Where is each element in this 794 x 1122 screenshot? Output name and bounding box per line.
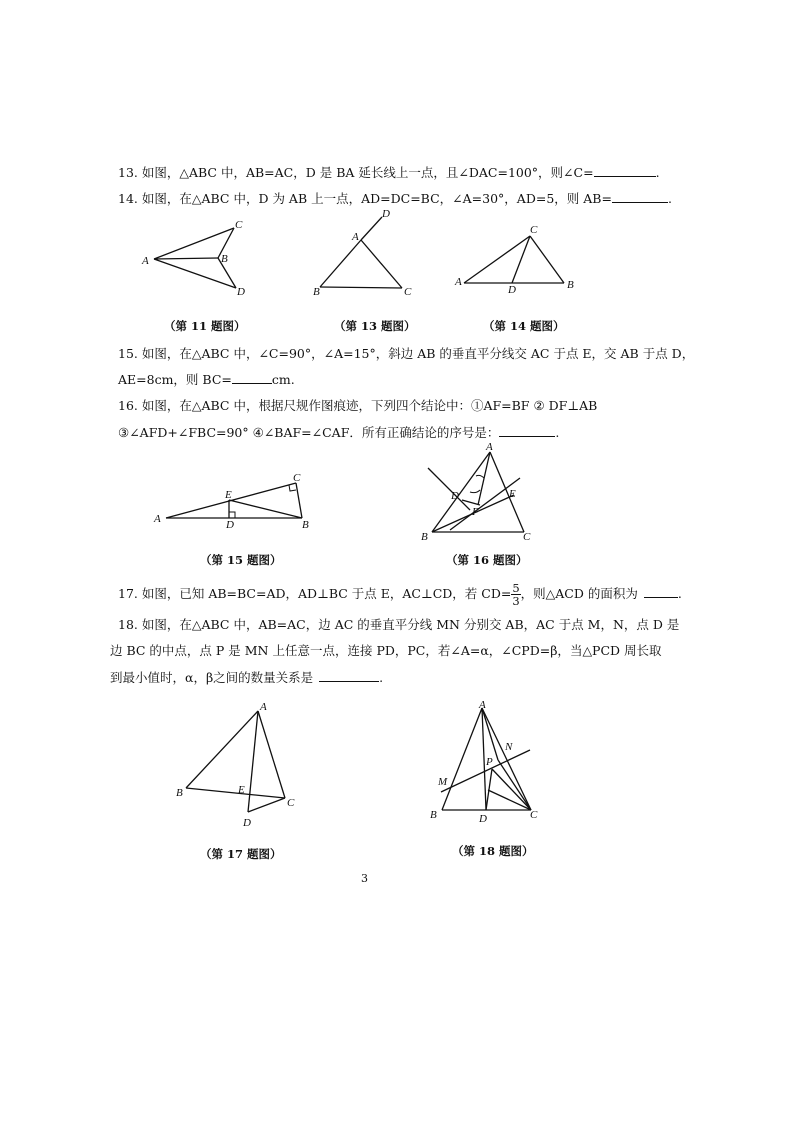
label-D: D [382, 208, 390, 220]
label-A: A [352, 231, 359, 243]
label-A: A [154, 513, 161, 525]
label-C: C [404, 286, 412, 298]
caption-fig14: （第 14 题图） [483, 319, 565, 333]
question-18-line1: 18. 如图，在△ABC 中，AB=AC，边 AC 的垂直平分线 MN 分别交 AB，AC 于点 M，N，点 D 是 [118, 617, 680, 632]
question-15-line2: AE=8cm，则 BC= cm. [118, 372, 295, 387]
label-B: B [567, 279, 574, 291]
label-D: D [226, 519, 234, 531]
label-N: N [505, 741, 513, 753]
caption-fig17: （第 17 题图） [200, 847, 282, 861]
label-A: A [142, 255, 149, 267]
label-D: D [479, 813, 487, 825]
label-C: C [530, 809, 538, 821]
label-D: D [451, 490, 459, 502]
figure-14 [464, 236, 564, 283]
fraction: $\frac{5}{3}$ [512, 581, 520, 608]
question-16-line2: ③∠AFD+∠FBC=90° ④∠BAF=∠CAF．所有正确结论的序号是： . [118, 425, 560, 440]
figure-13-labels [313, 208, 412, 298]
label-B: B [421, 531, 428, 543]
question-17: 17. 如图，已知 AB=BC=AD，AD⊥BC 于点 E，AC⊥CD，若 CD= $\frac{5}{3}$ ，则△ACD 的面积为 . [118, 581, 682, 608]
label-A: A [479, 699, 486, 711]
label-C: C [293, 472, 301, 484]
caption-fig13: （第 13 题图） [334, 319, 416, 333]
question-18-line2: 边 BC 的中点，点 P 是 MN 上任意一点，连接 PD，PC，若∠A=α，∠CPD=β，当△PCD 周长取 [110, 643, 662, 658]
caption-fig11: （第 11 题图） [164, 319, 246, 333]
label-C: C [287, 797, 295, 809]
caption-fig15: （第 15 题图） [200, 553, 282, 567]
label-E: E [509, 488, 516, 500]
figure-15-labels [153, 472, 309, 531]
label-C: C [530, 224, 538, 236]
label-B: B [176, 787, 183, 799]
label-B: B [313, 286, 320, 298]
figure-17-labels [176, 701, 295, 829]
figure-15 [166, 483, 302, 518]
label-D: D [243, 817, 251, 829]
question-15-line1: 15. 如图，在△ABC 中，∠C=90°，∠A=15°，斜边 AB 的垂直平分线交 AC 于点 E，交 AB 于点 D， [118, 346, 695, 361]
label-B: B [221, 253, 228, 265]
label-E: E [238, 784, 245, 796]
question-16-line1: 16. 如图，在△ABC 中，根据尺规作图痕迹，下列四个结论中：①AF=BF ② DF⊥AB [118, 398, 598, 413]
label-D: D [508, 284, 516, 296]
question-13: 13. 如图，△ABC 中，AB=AC，D 是 BA 延长线上一点，且∠DAC=100°，则∠C= . [118, 165, 660, 180]
question-18-line3: 到最小值时，α，β之间的数量关系是 . [110, 670, 384, 685]
label-C: C [523, 531, 531, 543]
label-F: F [472, 506, 479, 518]
label-A: A [260, 701, 267, 713]
label-P: P [486, 756, 493, 768]
figure-13 [320, 217, 402, 288]
label-A: A [455, 276, 462, 288]
caption-fig16: （第 16 题图） [446, 553, 528, 567]
label-D: D [237, 286, 245, 298]
label-A: A [486, 441, 493, 453]
figure-14-labels [454, 224, 574, 296]
label-M: M [438, 776, 448, 788]
figure-17 [186, 711, 285, 812]
page-number: 3 [361, 872, 368, 885]
question-14: 14. 如图，在△ABC 中，D 为 AB 上一点，AD=DC=BC，∠A=30°，AD=5，则 AB= . [118, 191, 672, 206]
label-C: C [235, 219, 243, 231]
label-B: B [430, 809, 437, 821]
label-E: E [225, 489, 232, 501]
caption-fig18: （第 18 题图） [452, 844, 534, 858]
label-B: B [302, 519, 309, 531]
